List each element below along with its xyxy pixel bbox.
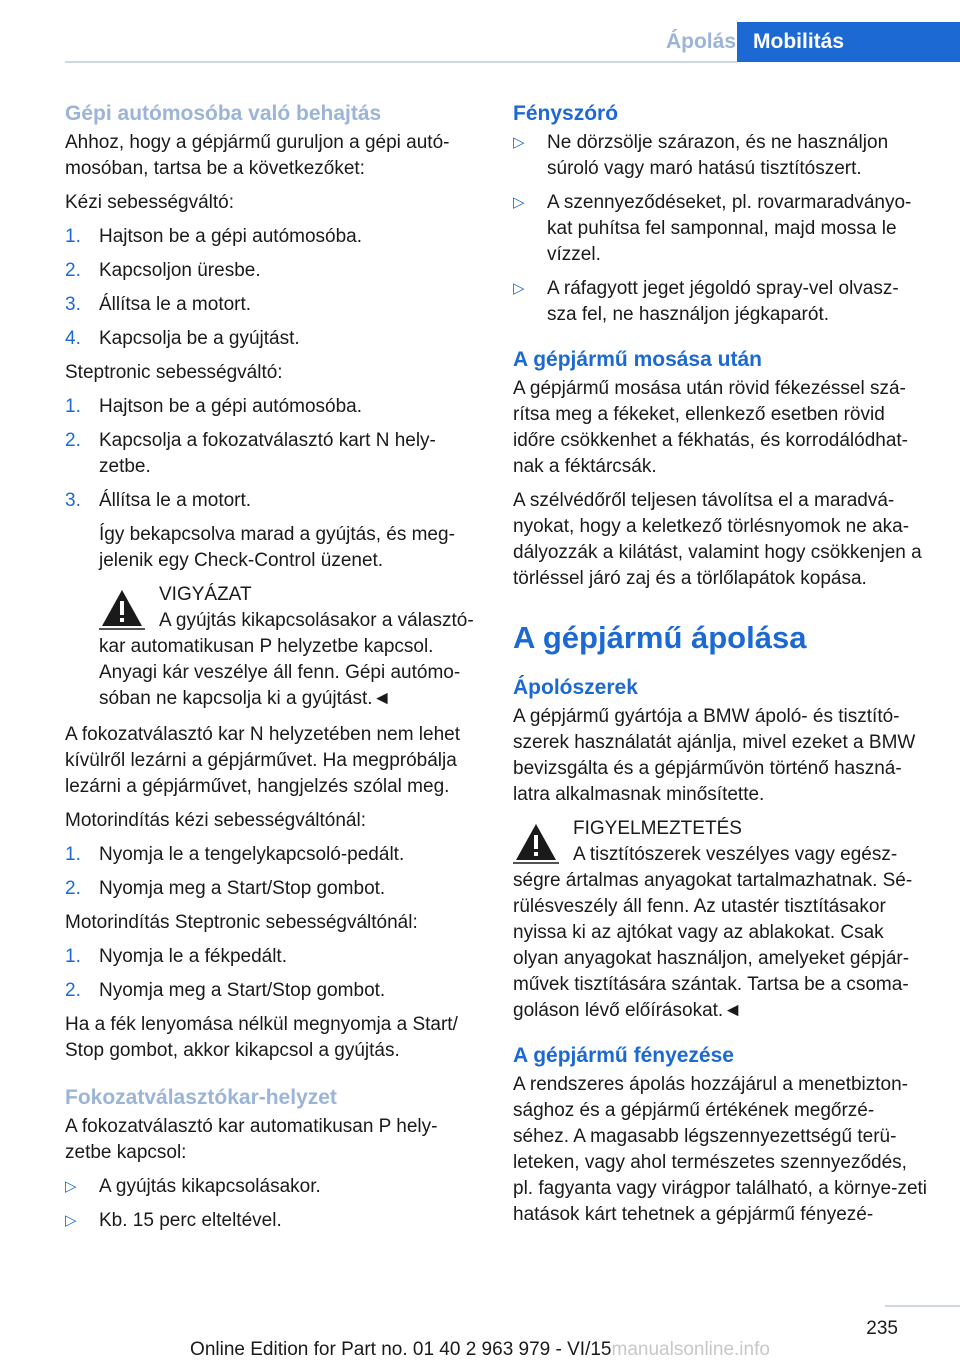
bullet-text: Kb. 15 perc elteltével. bbox=[99, 1210, 282, 1231]
page-header bbox=[0, 0, 960, 62]
heading-vehicle-care: A gépjármű ápolása bbox=[513, 620, 807, 655]
warning-text: A gyújtás kikapcsolásakor a választó-kar automatikusan P helyzetbe kapcsol. Anyagi kár veszélye áll fenn. Gépi autómo-sóban ne kapcsolja ki a gyújtást.◄ bbox=[99, 610, 474, 709]
step-text: Állítsa le a motort. bbox=[99, 294, 252, 315]
bullet-triangle-icon: ▷ bbox=[513, 134, 525, 151]
steptronic-steps-list bbox=[65, 394, 477, 514]
list-item bbox=[65, 394, 477, 420]
list-item bbox=[513, 276, 928, 328]
step-number: 2. bbox=[65, 878, 81, 899]
heading-after-washing: A gépjármű mosása után bbox=[513, 348, 762, 371]
step-text: Nyomja le a fékpedált. bbox=[99, 946, 287, 967]
step-number: 1. bbox=[65, 844, 81, 865]
list-item bbox=[65, 978, 477, 1004]
paragraph: Ha a fék lenyomása nélkül megnyomja a Start/ Stop gombot, akkor kikapcsol a gyújtás. bbox=[65, 1014, 458, 1061]
list-item bbox=[65, 1174, 477, 1200]
edition-text: Online Edition for Part no. 01 40 2 963 979 - VI/15 bbox=[190, 1339, 612, 1360]
bullet-triangle-icon: ▷ bbox=[513, 194, 525, 211]
warning-triangle-icon bbox=[513, 820, 559, 864]
step-number: 2. bbox=[65, 430, 81, 451]
list-item bbox=[513, 130, 928, 182]
warning-title: VIGYÁZAT bbox=[159, 584, 252, 605]
step-text: Kapcsoljon üresbe. bbox=[99, 260, 261, 281]
step-text: Hajtson be a gépi autómosóba. bbox=[99, 226, 363, 247]
step-continuation: Így bekapcsolva marad a gyújtás, és meg-jelenik egy Check-Control üzenet. bbox=[99, 524, 455, 571]
paragraph: A gépjármű gyártója a BMW ápoló- és tisztító-szerek használatát ajánlja, mivel ezeket a BMW bevizsgálta és a gépjárművön történő haszná-latra alkalmasnak minősítette. bbox=[513, 706, 916, 805]
step-text: Hajtson be a gépi autómosóba. bbox=[99, 396, 363, 417]
heading-selector-lever-position: Fokozatválasztókar-helyzet bbox=[65, 1086, 337, 1109]
headlight-bullets bbox=[513, 130, 928, 328]
footer-edition bbox=[0, 1339, 960, 1361]
motor-manual-steps-list bbox=[65, 842, 477, 902]
bullet-triangle-icon: ▷ bbox=[65, 1212, 77, 1229]
manual-steps-list bbox=[65, 224, 477, 352]
heading-care-products: Ápolószerek bbox=[513, 676, 638, 699]
step-number: 4. bbox=[65, 328, 81, 349]
step-text: Nyomja meg a Start/Stop gombot. bbox=[99, 878, 386, 899]
paragraph: Ahhoz, hogy a gépjármű guruljon a gépi autó-mosóban, tartsa be a következőket: bbox=[65, 132, 450, 179]
list-item bbox=[65, 876, 477, 902]
heading-car-wash: Gépi autómosóba való behajtás bbox=[65, 102, 382, 125]
bullet-triangle-icon: ▷ bbox=[513, 280, 525, 297]
step-text: Kapcsolja be a gyújtást. bbox=[99, 328, 300, 349]
header-divider bbox=[65, 61, 737, 63]
bullet-text: A szennyeződéseket, pl. rovarmaradványo-kat puhítsa fel samponnal, majd mossa le vízzel. bbox=[547, 192, 912, 265]
step-number: 1. bbox=[65, 396, 81, 417]
step-text: Állítsa le a motort. bbox=[99, 490, 252, 511]
motor-steptronic-steps-list bbox=[65, 944, 477, 1004]
label-motor-steptronic: Motorindítás Steptronic sebességváltónál: bbox=[65, 912, 418, 933]
paragraph: A rendszeres ápolás hozzájárul a menetbizton-sághoz és a gépjármű értékének megőrzé-séhez. A magasabb légszennyezettségű terü-leteken, vagy ahol természetes szennyeződés, pl. fagyanta vagy virágpor található, a környe-zeti hatások kárt tehetnek a gépjármű fényezé- bbox=[513, 1074, 928, 1225]
bullet-list bbox=[65, 1174, 477, 1234]
step-number: 3. bbox=[65, 294, 81, 315]
paragraph: A gépjármű mosása után rövid fékezéssel szá-rítsa meg a fékeket, ellenkező esetben rövid időre csökkenhet a fékhatás, és korrodálódhat-nak a féktárcsák. bbox=[513, 378, 909, 477]
step-number: 3. bbox=[65, 490, 81, 511]
list-item bbox=[65, 428, 477, 480]
list-item bbox=[513, 190, 928, 268]
warning-title: FIGYELMEZTETÉS bbox=[573, 818, 742, 839]
warning-box bbox=[99, 582, 477, 712]
heading-paintwork: A gépjármű fényezése bbox=[513, 1044, 734, 1067]
step-number: 1. bbox=[65, 946, 81, 967]
paragraph: A szélvédőről teljesen távolítsa el a maradvá-nyokat, hogy a keletkező törlésnyomok ne aka-dályozzák a kilátást, valamint hogy csökkenjen a törléssel járó zaj és a törlőlapátok kopása. bbox=[513, 490, 922, 589]
label-motor-manual: Motorindítás kézi sebességváltónál: bbox=[65, 810, 366, 831]
step-text: Kapcsolja a fokozatválasztó kart N hely-zetbe. bbox=[99, 430, 436, 477]
step-text: Nyomja meg a Start/Stop gombot. bbox=[99, 980, 386, 1001]
tab-apolas[interactable]: Ápolás bbox=[665, 30, 736, 53]
list-item bbox=[65, 292, 477, 318]
tab-mobilitas[interactable]: Mobilitás bbox=[737, 22, 960, 62]
list-item bbox=[65, 258, 477, 284]
warning-text: A tisztítószerek veszélyes vagy egész-ségre ártalmas anyagokat tartalmazhatnak. Sé-rülésveszély áll fenn. Az utastér tisztításakor nyissa ki az ajtókat vagy az ablakokat. Csak olyan anyagokat használjon, amelyeket gépjár-művek tisztítására szántak. Tartsa be a csoma-goláson lévő előírásokat.◄ bbox=[513, 844, 913, 1021]
bullet-text: A gyújtás kikapcsolásakor. bbox=[99, 1176, 321, 1197]
bullet-text: A ráfagyott jeget jégoldó spray-vel olvasz-sza fel, ne használjon jégkaparót. bbox=[547, 278, 899, 325]
step-number: 1. bbox=[65, 226, 81, 247]
left-column bbox=[65, 100, 477, 1242]
paragraph: A fokozatválasztó kar N helyzetében nem lehet kívülről lezárni a gépjárművet. Ha megpróbálja lezárni a gépjárművet, hangjelzés szólal meg. bbox=[65, 724, 461, 797]
footer-divider bbox=[885, 1305, 960, 1307]
list-item bbox=[65, 944, 477, 970]
watermark-text: manualsonline.info bbox=[611, 1339, 770, 1360]
right-column bbox=[513, 100, 928, 1236]
step-text: Nyomja le a tengelykapcsoló-pedált. bbox=[99, 844, 405, 865]
step-number: 2. bbox=[65, 260, 81, 281]
label-steptronic-gearbox: Steptronic sebességváltó: bbox=[65, 362, 283, 383]
list-item bbox=[65, 1208, 477, 1234]
bullet-text: Ne dörzsölje szárazon, és ne használjon súroló vagy maró hatású tisztítószert. bbox=[547, 132, 889, 179]
list-item bbox=[65, 224, 477, 250]
paragraph: A fokozatválasztó kar automatikusan P hely-zetbe kapcsol: bbox=[65, 1116, 438, 1163]
warning-triangle-icon bbox=[99, 586, 145, 630]
list-item bbox=[65, 842, 477, 868]
step-number: 2. bbox=[65, 980, 81, 1001]
warning-box bbox=[513, 816, 928, 1024]
label-manual-gearbox: Kézi sebességváltó: bbox=[65, 192, 234, 213]
list-item bbox=[65, 326, 477, 352]
list-item bbox=[65, 488, 477, 514]
bullet-triangle-icon: ▷ bbox=[65, 1178, 77, 1195]
page-number: 235 bbox=[866, 1318, 898, 1339]
heading-headlight: Fényszóró bbox=[513, 102, 619, 125]
